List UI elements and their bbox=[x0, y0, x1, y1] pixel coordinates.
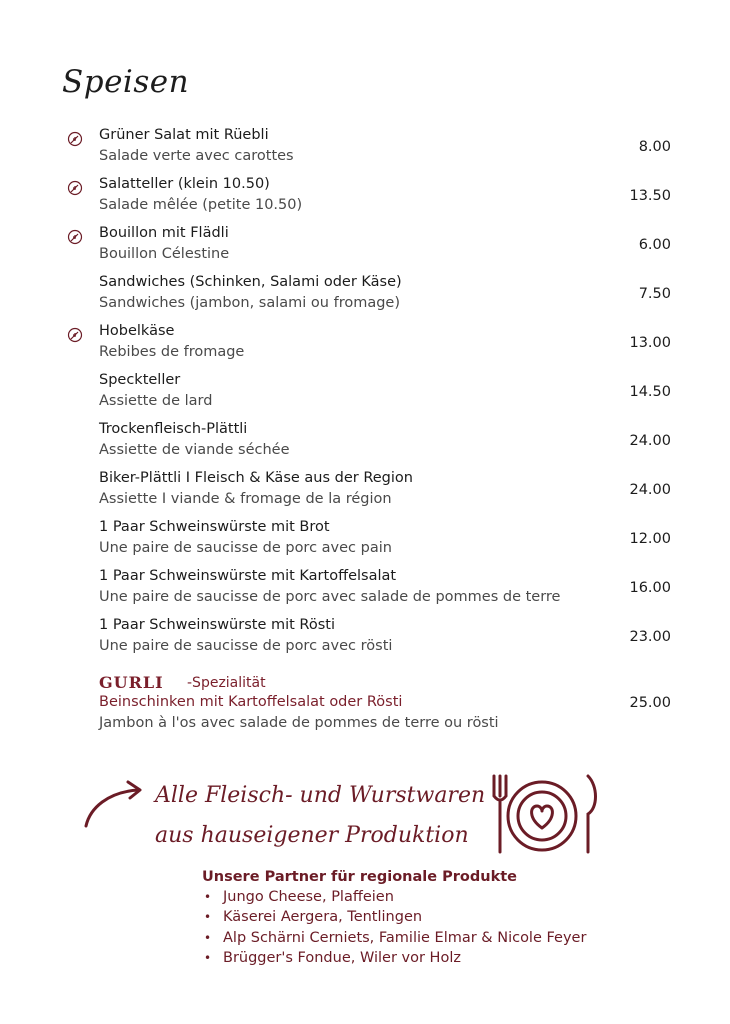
partners-list bbox=[202, 887, 586, 968]
menu-item bbox=[0, 127, 730, 176]
partner-name: Käserei Aergera, Tentlingen bbox=[223, 909, 423, 926]
item-name-de: Biker-Plättli I Fleisch & Käse aus der Region bbox=[99, 470, 413, 486]
item-price: 24.00 bbox=[629, 482, 671, 498]
special-suffix: -Spezialität bbox=[187, 675, 266, 691]
item-price: 23.00 bbox=[629, 629, 671, 645]
special-name-de: Beinschinken mit Kartoffelsalat oder Rösti bbox=[99, 694, 403, 710]
item-price: 24.00 bbox=[629, 433, 671, 449]
menu-item bbox=[0, 274, 730, 323]
item-name-fr: Salade mêlée (petite 10.50) bbox=[99, 197, 303, 213]
plate-heart-cutlery-icon bbox=[488, 772, 600, 856]
item-name-fr: Assiette I viande & fromage de la région bbox=[99, 491, 392, 507]
slogan-line-1: Alle Fleisch- und Wurstwaren bbox=[155, 783, 486, 808]
leaf-icon bbox=[67, 327, 83, 343]
item-name-fr: Rebibes de fromage bbox=[99, 344, 245, 360]
item-name-de: Trockenfleisch-Plättli bbox=[99, 421, 248, 437]
item-name-de: Sandwiches (Schinken, Salami oder Käse) bbox=[99, 274, 402, 290]
bullet-icon: • bbox=[204, 950, 212, 965]
item-price: 16.00 bbox=[629, 580, 671, 596]
item-name-de: Salatteller (klein 10.50) bbox=[99, 176, 270, 192]
menu-item bbox=[0, 323, 730, 372]
brand-logo-text: GURLI bbox=[99, 673, 164, 692]
item-price: 8.00 bbox=[638, 139, 671, 155]
item-price: 12.00 bbox=[629, 531, 671, 547]
list-item bbox=[202, 907, 586, 927]
partners-title: Unsere Partner für regionale Produkte bbox=[202, 869, 517, 885]
item-name-fr: Salade verte avec carottes bbox=[99, 148, 294, 164]
slogan bbox=[155, 776, 485, 856]
menu-item bbox=[0, 421, 730, 470]
item-name-de: Bouillon mit Flädli bbox=[99, 225, 229, 241]
partner-name: Alp Schärni Cerniets, Familie Elmar & Nicole Feyer bbox=[223, 929, 587, 946]
partner-name: Jungo Cheese, Plaffeien bbox=[223, 889, 394, 905]
menu-item bbox=[0, 176, 730, 225]
leaf-icon bbox=[67, 131, 83, 147]
bullet-icon: • bbox=[204, 890, 212, 904]
item-name-fr: Assiette de lard bbox=[99, 393, 213, 409]
item-name-de: Grüner Salat mit Rüebli bbox=[99, 127, 269, 143]
curved-arrow-icon bbox=[80, 778, 150, 830]
menu-item bbox=[0, 568, 730, 617]
menu-item bbox=[0, 225, 730, 274]
item-name-fr: Une paire de saucisse de porc avec salade de pommes de terre bbox=[99, 589, 561, 605]
item-name-de: Speckteller bbox=[99, 372, 181, 388]
menu-item bbox=[0, 372, 730, 421]
leaf-icon bbox=[67, 229, 83, 245]
menu-item bbox=[0, 617, 730, 666]
special-item bbox=[0, 673, 730, 743]
partners-section bbox=[202, 869, 586, 968]
list-item bbox=[202, 928, 586, 948]
partner-name: Brügger's Fondue, Wiler vor Holz bbox=[223, 949, 461, 966]
slogan-line-2: aus hauseigener Produktion bbox=[155, 823, 469, 848]
list-item bbox=[202, 887, 586, 907]
item-name-de: 1 Paar Schweinswürste mit Brot bbox=[99, 519, 330, 535]
page-title: Speisen bbox=[62, 64, 190, 100]
item-name-de: 1 Paar Schweinswürste mit Kartoffelsalat bbox=[99, 568, 397, 584]
item-name-fr: Assiette de viande séchée bbox=[99, 442, 290, 458]
item-name-fr: Sandwiches (jambon, salami ou fromage) bbox=[99, 295, 400, 311]
item-price: 14.50 bbox=[629, 384, 671, 400]
item-name-fr: Bouillon Célestine bbox=[99, 246, 230, 262]
menu-list bbox=[0, 127, 730, 666]
bullet-icon: • bbox=[204, 910, 212, 925]
special-name-fr: Jambon à l'os avec salade de pommes de terre ou rösti bbox=[99, 715, 499, 731]
item-name-fr: Une paire de saucisse de porc avec rösti bbox=[99, 638, 393, 654]
list-item bbox=[202, 948, 586, 968]
item-name-de: 1 Paar Schweinswürste mit Rösti bbox=[99, 617, 335, 633]
leaf-icon bbox=[67, 180, 83, 196]
item-price: 6.00 bbox=[638, 237, 671, 253]
item-price: 7.50 bbox=[638, 286, 671, 302]
special-price: 25.00 bbox=[629, 695, 671, 711]
item-name-de: Hobelkäse bbox=[99, 323, 175, 339]
item-price: 13.50 bbox=[629, 188, 671, 204]
item-price: 13.00 bbox=[629, 335, 671, 351]
item-name-fr: Une paire de saucisse de porc avec pain bbox=[99, 540, 392, 556]
bullet-icon: • bbox=[204, 930, 212, 945]
menu-item bbox=[0, 470, 730, 519]
menu-item bbox=[0, 519, 730, 568]
